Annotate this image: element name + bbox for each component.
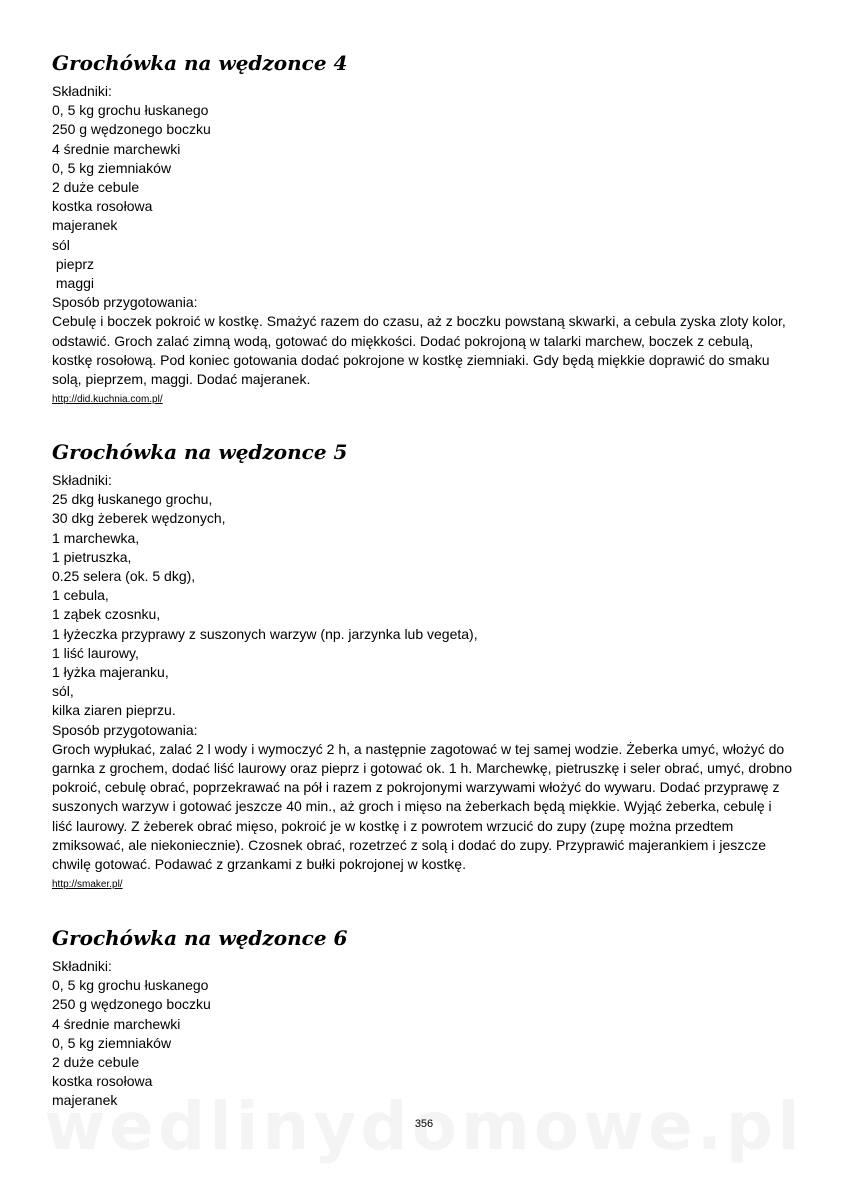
- ingredient-item: 1 marchewka,: [52, 529, 140, 546]
- ingredients-label: Składniki:: [52, 958, 112, 974]
- method-label: Sposób przygotowania:: [52, 294, 198, 311]
- ingredient-item: 0.25 selera (ok. 5 dkg),: [52, 568, 196, 585]
- ingredient-item: 0, 5 kg ziemniaków: [52, 1034, 172, 1051]
- ingredients-label: Składniki:: [52, 472, 112, 488]
- ingredient-item: 1 łyżka majeranku,: [52, 664, 169, 681]
- method-text: Groch wypłukać, zalać 2 l wody i wymoczyć 2 h, a następnie zagotować w tej samej wodzie. Żeberka umyć, włożyć do garnka z grochem, dodać liść laurowy oraz pieprz i gotować ok. 1 h. Marchewkę, pietruszkę i seler obrać, umyć, drobno pokroić, cebulę obrać, poprzekrawać na pół i razem z pokrojonymi warzywami włożyć do wywaru. Dodać przyprawę z suszonych warzyw i gotować jeszcze 40 min., aż groch i mięso na żeberkach będą miękkie. Wyjąć żeberka, cebulę i liść laurowy. Z żeberek obrać mięso, pokroić je w kostkę i z powrotem wrzucić do zupy (zupę można przedtem zmiksować, ale niekoniecznie). Czosnek obrać, rozetrzeć z solą i dodać do zupy. Przyprawić majerankiem i jeszcze chwilę gotować. Podawać z grzankami z bułki pokrojonej w kostkę.: [52, 740, 793, 873]
- ingredient-item: 0, 5 kg grochu łuskanego: [52, 102, 209, 119]
- ingredient-item: 0, 5 kg grochu łuskanego: [52, 977, 209, 994]
- ingredient-item: sól,: [52, 683, 74, 700]
- ingredient-item: 2 duże cebule: [52, 179, 140, 196]
- ingredients-list: [52, 490, 812, 720]
- ingredient-item: 4 średnie marchewki: [52, 1015, 181, 1032]
- ingredient-item: 1 pietruszka,: [52, 548, 132, 565]
- ingredients-label: Składniki:: [52, 83, 112, 99]
- ingredient-item: sól: [52, 236, 70, 253]
- recipe-title: Grochówka na wędzonce 4: [52, 51, 348, 75]
- ingredient-item: majeranek: [52, 217, 118, 234]
- ingredients-list: [52, 101, 812, 293]
- ingredient-item: kilka ziaren pieprzu.: [52, 702, 176, 719]
- ingredient-item: kostka rosołowa: [52, 198, 153, 215]
- ingredient-item: 2 duże cebule: [52, 1054, 140, 1071]
- ingredient-item: 25 dkg łuskanego grochu,: [52, 491, 213, 508]
- recipe-title: Grochówka na wędzonce 5: [52, 440, 348, 464]
- ingredient-item: majeranek: [52, 1092, 118, 1109]
- ingredient-item: 1 liść laurowy,: [52, 644, 139, 661]
- ingredient-item: 0, 5 kg ziemniaków: [52, 159, 172, 176]
- ingredient-item: 4 średnie marchewki: [52, 140, 181, 157]
- recipe-6: [52, 925, 812, 1111]
- source-link[interactable]: http://smaker.pl/: [52, 879, 123, 891]
- ingredient-item: 1 ząbek czosnku,: [52, 606, 161, 623]
- method-text: Cebulę i boczek pokroić w kostkę. Smażyć razem do czasu, aż z boczku powstaną skwarki, a cebula zyska zloty kolor, odstawić. Groch zalać zimną wodą, gotować do miękkości. Dodać pokrojoną w talarki marchew, boczek z cebulą, kostkę rosołową. Pod koniec gotowania dodać pokrojone w kostkę ziemniaki. Gdy będą miękkie doprawić do smaku solą, pieprzem, maggi. Dodać majeranek.: [52, 313, 786, 388]
- source-link[interactable]: http://did.kuchnia.com.pl/: [52, 394, 163, 406]
- ingredient-item: pieprz: [52, 255, 95, 272]
- ingredient-item: kostka rosołowa: [52, 1073, 153, 1090]
- ingredient-item: maggi: [52, 275, 95, 292]
- ingredient-item: 1 cebula,: [52, 587, 109, 604]
- ingredient-item: 250 g wędzonego boczku: [52, 121, 211, 138]
- ingredient-item: 30 dkg żeberek wędzonych,: [52, 510, 226, 527]
- ingredient-item: 1 łyżeczka przyprawy z suszonych warzyw (np. jarzynka lub vegeta),: [52, 625, 478, 642]
- recipe-title: Grochówka na wędzonce 6: [52, 926, 348, 950]
- method-label: Sposób przygotowania:: [52, 721, 198, 738]
- page-number: 356: [414, 1118, 434, 1130]
- recipe-4: [52, 50, 812, 407]
- recipe-5: [52, 439, 812, 892]
- ingredient-item: 250 g wędzonego boczku: [52, 996, 211, 1013]
